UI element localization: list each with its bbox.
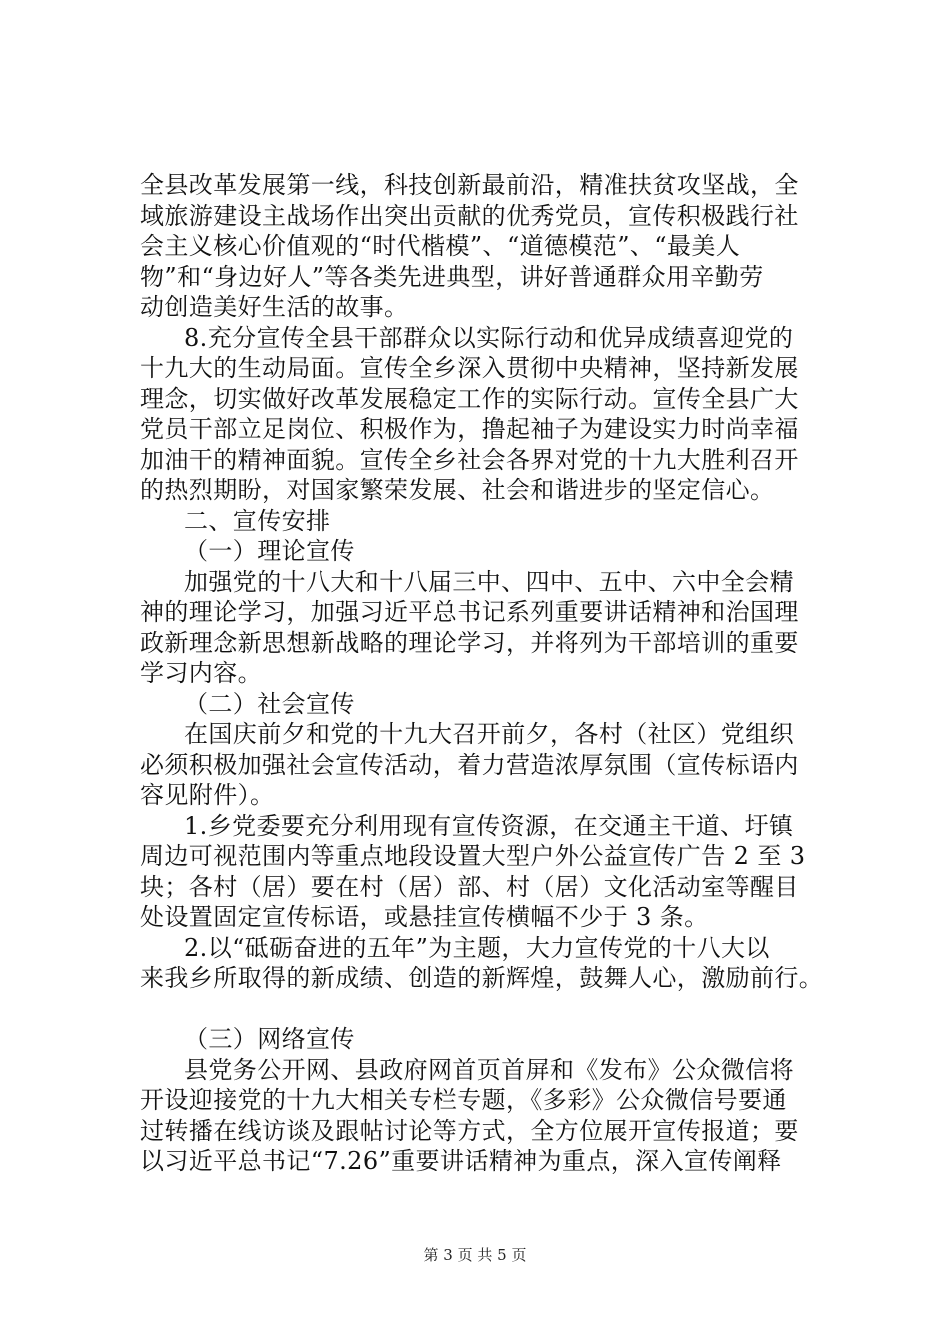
text-line: 物”和“身边好人”等各类先进典型，讲好普通群众用辛勤劳: [140, 262, 764, 291]
text-line: 的热烈期盼，对国家繁荣发展、社会和谐进步的坚定信心。: [140, 476, 775, 504]
text-line: 域旅游建设主战场作出突出贡献的优秀党员，宣传积极践行社: [140, 201, 799, 230]
text-line: 过转播在线访谈及跟帖讨论等方式，全方位展开宣传报道；要: [140, 1116, 799, 1145]
paragraph-start-line: 加强党的十八大和十八届三中、四中、五中、六中全会精: [184, 567, 794, 596]
text-line: 理念，切实做好改革发展稳定工作的实际行动。宣传全县广大: [140, 384, 799, 413]
text-line: 来我乡所取得的新成绩、创造的新辉煌，鼓舞人心，激励前行。: [140, 964, 824, 992]
text-line: 政新理念新思想新战略的理论学习，并将列为干部培训的重要: [140, 628, 799, 657]
subsection-heading: （二）社会宣传: [184, 689, 355, 718]
text-line: 加油干的精神面貌。宣传全乡社会各界对党的十九大胜利召开: [140, 445, 799, 474]
text-line: 全县改革发展第一线，科技创新最前沿，精准扶贫攻坚战，全: [140, 171, 799, 199]
paragraph-start-line: 8.充分宣传全县干部群众以实际行动和优异成绩喜迎党的: [184, 323, 794, 352]
page-number-footer: 第 3 页 共 5 页: [423, 1246, 527, 1264]
paragraph-start-line: 在国庆前夕和党的十九大召开前夕，各村（社区）党组织: [184, 720, 794, 748]
subsection-heading: （三）网络宣传: [184, 1025, 355, 1053]
paragraph-start-line: 县党务公开网、县政府网首页首屏和《发布》公众微信将: [184, 1055, 794, 1084]
text-line: 神的理论学习，加强习近平总书记系列重要讲话精神和治国理: [140, 598, 799, 626]
blank-line: [140, 994, 840, 1025]
text-line: 学习内容。: [140, 659, 262, 687]
paragraph-start-line: 2.以“砥砺奋进的五年”为主题，大力宣传党的十八大以: [184, 933, 770, 962]
section-heading: 二、宣传安排: [184, 506, 331, 535]
text-line: 以习近平总书记“7.26”重要讲话精神为重点，深入宣传阐释: [140, 1147, 782, 1175]
text-line: 块；各村（居）要在村（居）部、村（居）文化活动室等醒目: [140, 872, 799, 901]
text-line: 动创造美好生活的故事。: [140, 293, 409, 321]
document-body: [140, 170, 840, 1177]
text-line: 开设迎接党的十九大相关专栏专题，《多彩》公众微信号要通: [140, 1086, 787, 1114]
text-line: 容见附件）。: [140, 781, 275, 809]
text-line: 会主义核心价值观的“时代楷模”、“道德模范”、“最美人: [140, 232, 741, 260]
subsection-heading: （一）理论宣传: [184, 537, 355, 565]
text-line: 十九大的生动局面。宣传全乡深入贯彻中央精神，坚持新发展: [140, 354, 799, 382]
text-line: 周边可视范围内等重点地段设置大型户外公益宣传广告 2 至 3: [140, 842, 806, 870]
text-line: 处设置固定宣传标语，或悬挂宣传横幅不少于 3 条。: [140, 903, 709, 931]
text-line: 党员干部立足岗位、积极作为，撸起袖子为建设实力时尚幸福: [140, 415, 799, 443]
text-line: 必须积极加强社会宣传活动，着力营造浓厚氛围（宣传标语内: [140, 750, 799, 779]
paragraph-start-line: 1.乡党委要充分利用现有宣传资源，在交通主干道、圩镇: [184, 811, 794, 840]
